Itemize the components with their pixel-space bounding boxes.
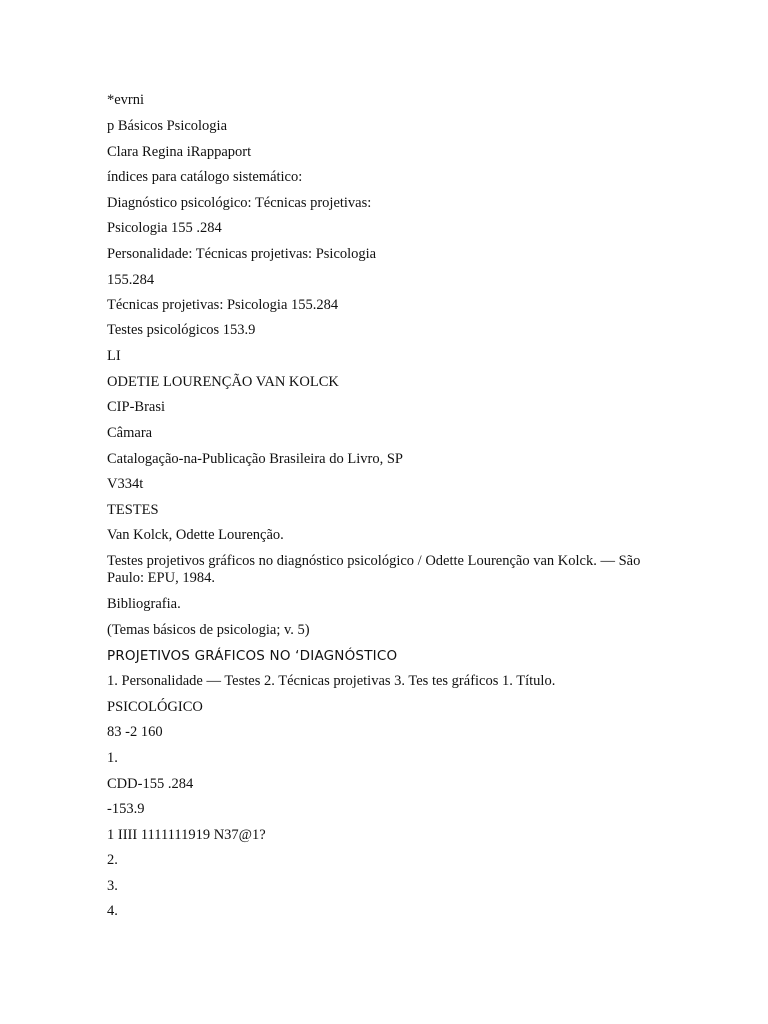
text-line: *evrni xyxy=(107,92,145,108)
text-line: 4. xyxy=(107,903,118,919)
text-line: Diagnóstico psicológico: Técnicas projetivas: xyxy=(107,195,372,211)
text-line-citation: Testes projetivos gráficos no diagnóstico psicológico / Odette Lourenção van Kolck. — São Paulo: EPU, 1984. xyxy=(107,553,641,586)
text-line: Catalogação-na-Publicação Brasileira do Livro, SP xyxy=(107,451,403,467)
text-line: Clara Regina iRappaport xyxy=(107,144,252,160)
text-line: 83 -2 160 xyxy=(107,724,163,740)
text-line: Psicologia 155 .284 xyxy=(107,220,222,236)
text-line: ODETIE LOURENÇÃO VAN KOLCK xyxy=(107,374,339,390)
text-line: CIP-Brasi xyxy=(107,399,165,415)
text-line: 3. xyxy=(107,878,118,894)
text-line: LI xyxy=(107,348,121,364)
text-line: p Básicos Psicologia xyxy=(107,118,228,134)
text-line: Personalidade: Técnicas projetivas: Psicologia xyxy=(107,246,377,262)
text-line: PROJETIVOS GRÁFICOS NO ‘DIAGNÓSTICO xyxy=(107,648,398,664)
text-line: 2. xyxy=(107,852,118,868)
text-line: Técnicas projetivas: Psicologia 155.284 xyxy=(107,297,339,313)
text-line: V334t xyxy=(107,476,144,492)
text-line: 1. Personalidade — Testes 2. Técnicas projetivas 3. Tes tes gráficos 1. Título. xyxy=(107,673,556,689)
text-line: índices para catálogo sistemático: xyxy=(107,169,303,185)
text-line: 155.284 xyxy=(107,272,155,288)
text-line: 1 IIII 1111111919 N37@1? xyxy=(107,827,266,843)
text-line: (Temas básicos de psicologia; v. 5) xyxy=(107,622,310,638)
text-line: Van Kolck, Odette Lourenção. xyxy=(107,527,284,543)
text-line: TESTES xyxy=(107,502,159,518)
text-line: CDD-155 .284 xyxy=(107,776,194,792)
text-line: PSICOLÓGICO xyxy=(107,699,203,715)
text-line: Câmara xyxy=(107,425,153,441)
text-line: -153.9 xyxy=(107,801,145,817)
text-line: Testes psicológicos 153.9 xyxy=(107,322,256,338)
text-line: 1. xyxy=(107,750,118,766)
text-line: Bibliografia. xyxy=(107,596,181,612)
